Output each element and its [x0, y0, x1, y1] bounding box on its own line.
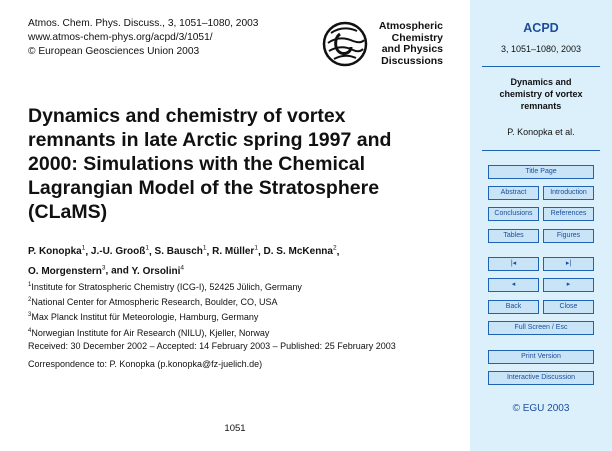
journal-logo — [321, 20, 443, 68]
publication-dates: Received: 30 December 2002 – Accepted: 14 February 2003 – Published: 25 February 2003 — [28, 341, 396, 351]
title-line: 2000: Simulations with the Chemical — [28, 153, 366, 175]
conclusions-button[interactable]: Conclusions — [488, 207, 539, 221]
title-line: remnants in late Arctic spring 1997 and — [28, 129, 392, 151]
author: O. Morgenstern$^3$ — [28, 264, 106, 277]
author: J.-U. Grooß$^1$ — [90, 245, 149, 258]
sidebar-author: P. Konopka et al. — [507, 127, 575, 137]
affiliation-list — [28, 279, 302, 340]
logo-line-4: Discussions — [381, 54, 443, 67]
affiliation-item: $^3$Max Planck Institut für Meteorologie, Hamburg, Germany — [28, 312, 259, 323]
references-button[interactable]: References — [543, 207, 594, 221]
back-button[interactable]: Back — [488, 300, 539, 314]
affiliation-item: $^4$Norwegian Institute for Air Research (NILU), Kjeller, Norway — [28, 327, 270, 338]
introduction-button[interactable]: Introduction — [543, 186, 594, 200]
logo-line-1: Atmospheric — [378, 20, 443, 32]
title-line: Lagrangian Model of the Stratosphere — [28, 177, 380, 199]
navigation-sidebar — [470, 0, 612, 451]
journal-citation: Atmos. Chem. Phys. Discuss., 3, 1051–1080, 2003 — [28, 18, 259, 29]
author: P. Konopka$^1$ — [28, 245, 86, 258]
acp-globe-icon — [321, 20, 369, 68]
author-line-2: O. Morgenstern$^3$, and Y. Orsolini$^4$ — [28, 264, 184, 277]
journal-header — [28, 17, 258, 59]
figures-button[interactable]: Figures — [543, 229, 594, 243]
previous-button[interactable]: ◂ — [488, 278, 539, 292]
author-affiliation-marker: 3 — [101, 264, 106, 272]
sidebar-divider — [482, 150, 600, 151]
title-line: (CLaMS) — [28, 201, 108, 223]
journal-copyright: © European Geosciences Union 2003 — [28, 46, 200, 57]
journal-url[interactable]: www.atmos-chem-phys.org/acpd/3/1051/ — [28, 32, 213, 43]
egu-copyright: © EGU 2003 — [512, 403, 570, 414]
tables-button[interactable]: Tables — [488, 229, 539, 243]
author-affiliation-marker: 1 — [145, 245, 149, 252]
first-page-button[interactable]: |◂ — [488, 257, 539, 271]
interactive-discussion-button[interactable]: Interactive Discussion — [488, 371, 594, 385]
logo-text — [379, 21, 443, 67]
sidebar-divider — [482, 66, 600, 67]
next-button[interactable]: ▸ — [543, 278, 594, 292]
author: D. S. McKenna$^2$ — [263, 245, 337, 258]
correspondence: Correspondence to: P. Konopka (p.konopka@fz-juelich.de) — [28, 359, 263, 369]
author-affiliation-marker: 1 — [254, 245, 258, 252]
author-affiliation-marker: 4 — [180, 264, 184, 272]
affiliation-item: $^1$Institute for Stratospheric Chemistry (ICG-I), 52425 Jülich, Germany — [28, 282, 302, 292]
full-screen-button[interactable]: Full Screen / Esc — [488, 321, 594, 335]
page-number: 1051 — [224, 423, 246, 434]
author-affiliation-marker: 2 — [332, 245, 337, 252]
title-line: Dynamics and chemistry of vortex — [28, 105, 346, 127]
close-button[interactable]: Close — [543, 300, 594, 314]
print-version-button[interactable]: Print Version — [488, 350, 594, 364]
last-page-button[interactable]: ▸| — [543, 257, 594, 271]
author-line-1: P. Konopka$^1$, J.-U. Grooß$^1$, S. Bausch$^1$, R. Müller$^1$, D. S. McKenna$^2$, — [28, 245, 340, 258]
author-affiliation-marker: 1 — [202, 245, 207, 252]
abstract-button[interactable]: Abstract — [488, 186, 539, 200]
affiliation-item: $^2$National Center for Atmospheric Research, Boulder, CO, USA — [28, 297, 278, 308]
author-affiliation-marker: 1 — [81, 245, 86, 252]
author: S. Bausch$^1$ — [154, 245, 207, 258]
title-page-button[interactable]: Title Page — [488, 165, 594, 179]
author-list — [28, 241, 458, 280]
sidebar-volume: 3, 1051–1080, 2003 — [500, 44, 582, 54]
logo-line-2: Chemistry — [391, 31, 443, 44]
sidebar-short-title: Dynamics and chemistry of vortex remnants — [499, 77, 583, 111]
logo-line-3: and Physics — [381, 43, 443, 55]
author: R. Müller$^1$ — [212, 245, 258, 258]
sidebar-journal-name: ACPD — [523, 21, 559, 35]
author: Y. Orsolini$^4$ — [131, 264, 184, 277]
paper-title — [28, 104, 448, 224]
